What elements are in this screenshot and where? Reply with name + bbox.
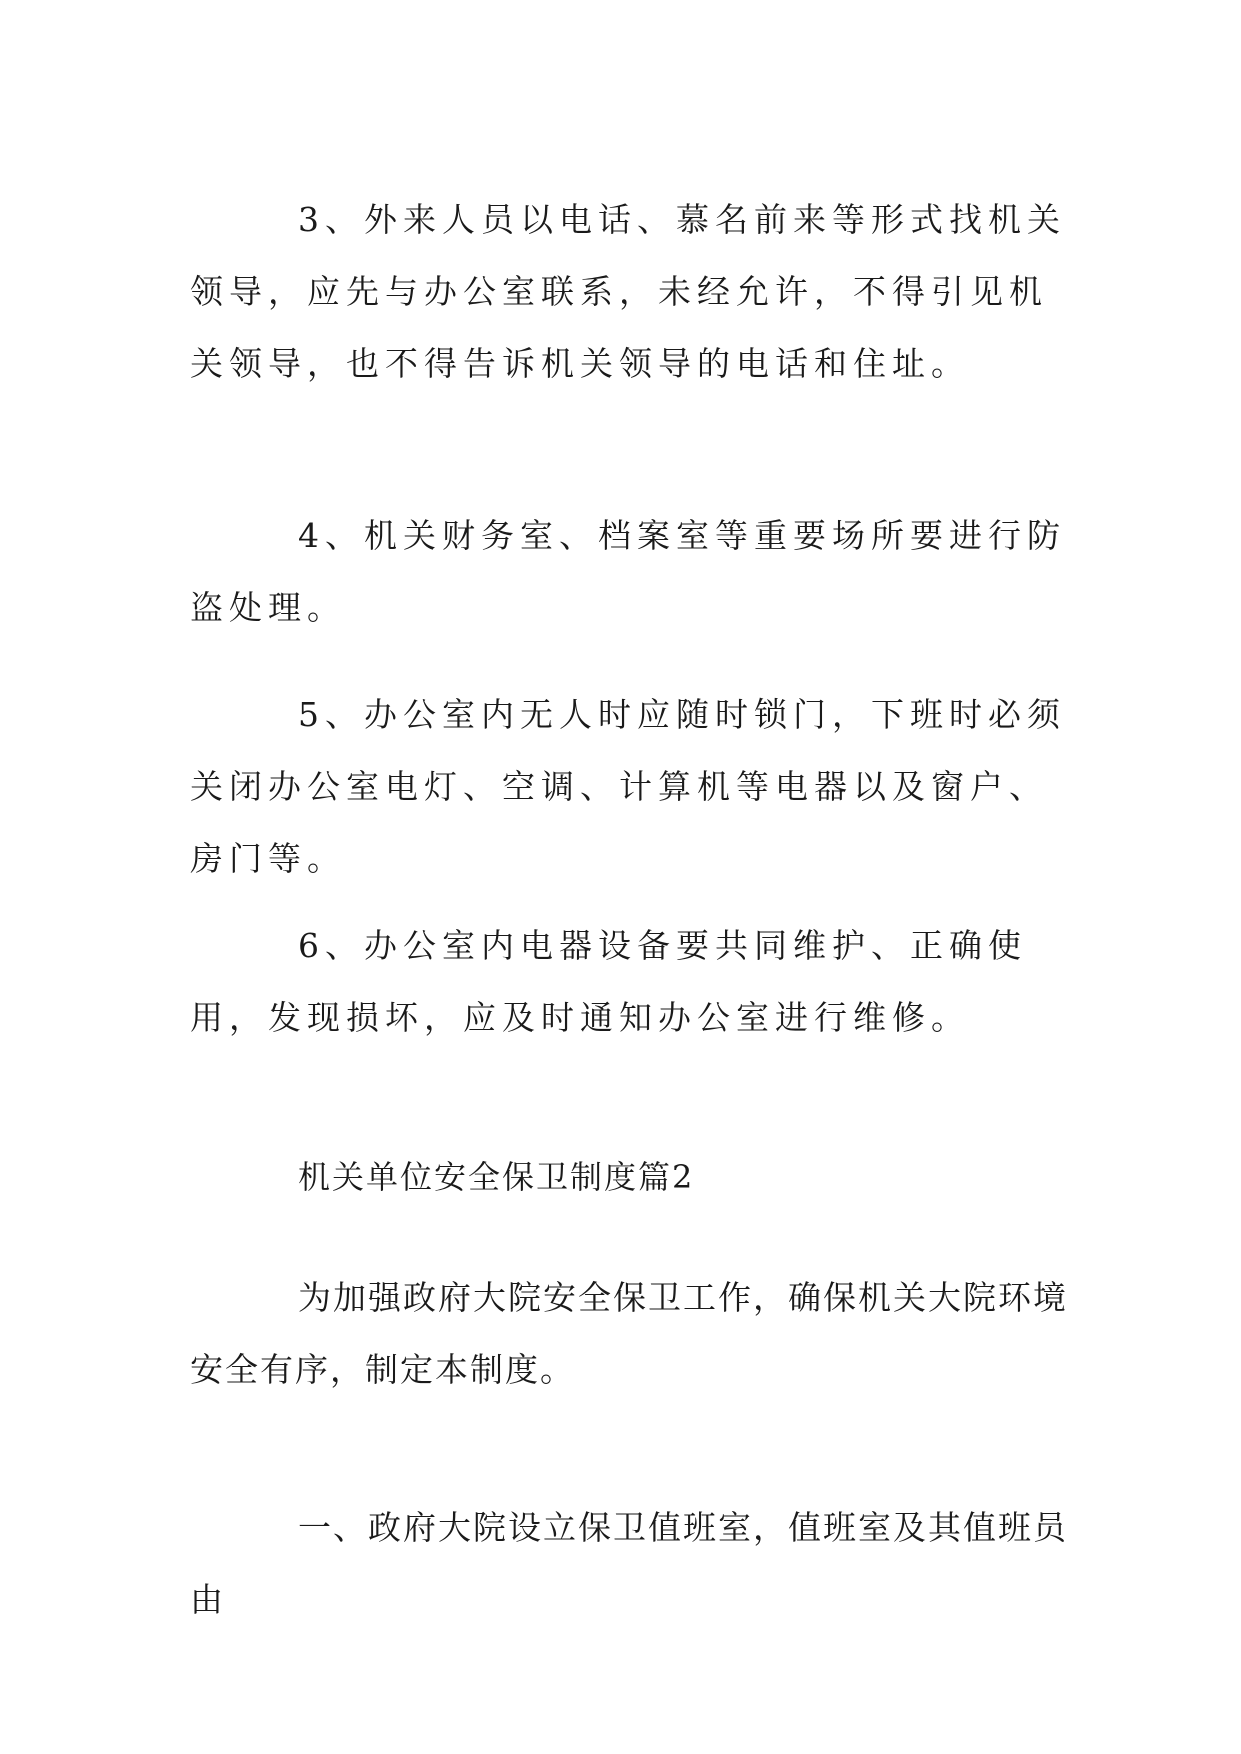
section-heading: 机关单位安全保卫制度篇2	[298, 1158, 695, 1196]
paragraph-item-5: 5、办公室内无人时应随时锁门，下班时必须关闭办公室电灯、空调、计算机等电器以及窗户、房门等。	[190, 695, 1066, 878]
paragraph-item-3: 3、外来人员以电话、慕名前来等形式找机关领导，应先与办公室联系，未经允许，不得引见机关领导，也不得告诉机关领导的电话和住址。	[190, 200, 1066, 383]
paragraph-item-4: 4、机关财务室、档案室等重要场所要进行防盗处理。	[190, 516, 1066, 627]
paragraph-item-6: 6、办公室内电器设备要共同维护、正确使用，发现损坏，应及时通知办公室进行维修。	[190, 926, 1027, 1037]
paragraph-rule-1: 一、政府大院设立保卫值班室，值班室及其值班员由	[190, 1508, 1068, 1619]
paragraph-intro: 为加强政府大院安全保卫工作，确保机关大院环境安全有序，制定本制度。	[190, 1278, 1068, 1389]
